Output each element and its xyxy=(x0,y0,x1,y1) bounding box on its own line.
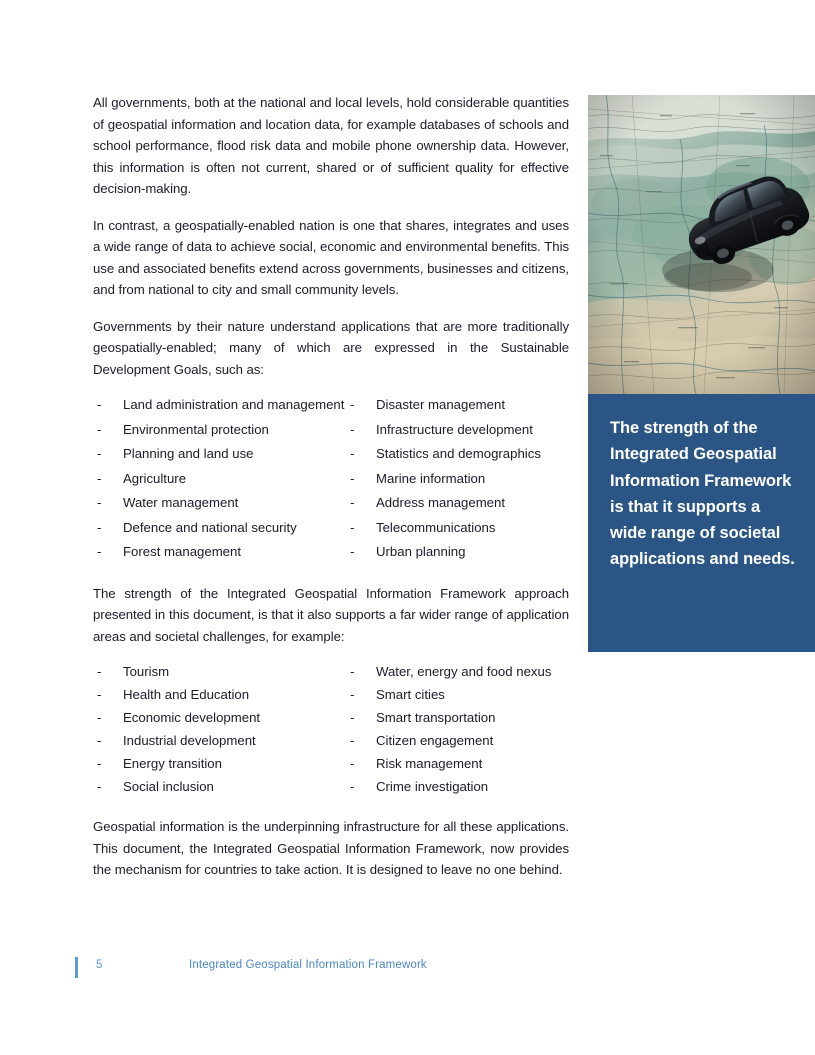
list-item xyxy=(97,444,350,464)
list-item xyxy=(97,420,350,440)
list-item xyxy=(350,420,569,440)
dash-bullet-icon: - xyxy=(97,710,102,725)
dash-bullet-icon: - xyxy=(350,733,355,748)
dash-bullet-icon: - xyxy=(350,710,355,725)
paragraph-intro-governments: All governments, both at the national and local levels, hold considerable quantities of geospatial information and location data, for example databases of schools and school performance, flood risk data and mobile phone ownership data. However, this information is often not current, shared or of sufficient quality for effective decision-making. xyxy=(93,95,569,196)
application-list-traditional xyxy=(93,395,569,567)
footer-document-title: Integrated Geospatial Information Framework xyxy=(189,959,427,971)
list-item-label: Crime investigation xyxy=(376,779,489,794)
list-item-label: Risk management xyxy=(376,756,483,771)
paragraph-framework-strength: The strength of the Integrated Geospatial Information Framework approach presented in this document, is that it also supports a far wider range of application areas and societal challenges, for example: xyxy=(93,585,569,644)
dash-bullet-icon: - xyxy=(97,756,102,771)
dash-bullet-icon: - xyxy=(350,397,355,412)
application-list-traditional-left-column xyxy=(93,395,350,567)
paragraph-closing-leave-no-one-behind: Geospatial information is the underpinning infrastructure for all these applications. This document, the Integrated Geospatial Information Framework, now provides the mechanism for countries to take action. It is designed to leave no one behind. xyxy=(93,819,569,877)
list-item-label: Energy transition xyxy=(123,756,222,771)
list-item xyxy=(350,395,569,415)
list-item xyxy=(97,662,350,682)
paragraph-sdg-lead-in: Governments by their nature understand applications that are more traditionally geospatially-enabled; many of which are expressed in the Sustainable Development Goals, such as: xyxy=(93,318,569,377)
list-item xyxy=(97,518,350,538)
pull-quote-text: The strength of the Integrated Geospatial Information Framework is that it supports a wide range of societal applications and needs. xyxy=(610,419,795,569)
dash-bullet-icon: - xyxy=(350,687,355,702)
list-item xyxy=(97,542,350,562)
dash-bullet-icon: - xyxy=(350,544,355,559)
toy-car-on-map-photo xyxy=(588,95,815,394)
list-item-label: Industrial development xyxy=(123,733,256,748)
list-item xyxy=(350,685,569,705)
list-item xyxy=(350,469,569,489)
dash-bullet-icon: - xyxy=(350,495,355,510)
paragraph-geospatially-enabled-nation: In contrast, a geospatially-enabled nation is one that shares, integrates and uses a wide range of data to achieve social, economic and environmental benefits. This use and associated benefits extend across governments, businesses and citizens, and from national to city and small community levels. xyxy=(93,217,569,297)
list-item-label: Marine information xyxy=(376,470,486,486)
list-item xyxy=(97,395,350,415)
list-item xyxy=(350,518,569,538)
footer-accent-bar xyxy=(75,957,78,978)
dash-bullet-icon: - xyxy=(97,446,102,461)
application-list-wider xyxy=(93,662,569,800)
application-list-traditional-right-column xyxy=(350,395,569,567)
page-footer xyxy=(75,955,575,981)
page-number: 5 xyxy=(96,959,103,971)
list-item-label: Tourism xyxy=(123,664,170,679)
list-item-label: Health and Education xyxy=(123,687,250,702)
list-item-label: Disaster management xyxy=(376,397,506,412)
list-item xyxy=(97,469,350,489)
dash-bullet-icon: - xyxy=(97,421,102,437)
list-item-label: Citizen engagement xyxy=(376,733,494,748)
list-item-label: Forest management xyxy=(123,544,242,559)
list-item xyxy=(97,685,350,705)
dash-bullet-icon: - xyxy=(350,756,355,771)
list-item xyxy=(97,708,350,728)
dash-bullet-icon: - xyxy=(97,519,102,535)
dash-bullet-icon: - xyxy=(97,397,102,412)
list-item-label: Defence and national security xyxy=(123,519,297,535)
dash-bullet-icon: - xyxy=(350,519,355,535)
dash-bullet-icon: - xyxy=(97,733,102,748)
list-item-label: Environmental protection xyxy=(123,421,269,437)
dash-bullet-icon: - xyxy=(97,779,102,794)
list-item xyxy=(97,777,350,797)
list-item-label: Water, energy and food nexus xyxy=(376,664,552,679)
dash-bullet-icon: - xyxy=(350,421,355,437)
application-list-wider-left-column xyxy=(93,662,350,800)
list-item xyxy=(350,754,569,774)
list-item xyxy=(350,444,569,464)
dash-bullet-icon: - xyxy=(97,470,102,486)
list-item xyxy=(350,708,569,728)
list-item xyxy=(97,731,350,751)
list-item-label: Address management xyxy=(376,495,506,510)
list-item xyxy=(350,662,569,682)
list-item-label: Smart transportation xyxy=(376,710,496,725)
application-list-wider-right-column xyxy=(350,662,569,800)
list-item-label: Economic development xyxy=(123,710,261,725)
list-item-label: Infrastructure development xyxy=(376,421,533,437)
list-item xyxy=(97,754,350,774)
list-item-label: Urban planning xyxy=(376,544,466,559)
dash-bullet-icon: - xyxy=(97,664,102,679)
list-item-label: Smart cities xyxy=(376,687,445,702)
list-item-label: Land administration and management xyxy=(123,397,345,412)
dash-bullet-icon: - xyxy=(97,495,102,510)
list-item xyxy=(97,493,350,513)
list-item-label: Agriculture xyxy=(123,470,187,486)
list-item-label: Planning and land use xyxy=(123,446,254,461)
list-item-label: Social inclusion xyxy=(123,779,214,794)
pull-quote-panel xyxy=(588,394,815,652)
list-item-label: Statistics and demographics xyxy=(376,446,541,461)
list-item-label: Telecommunications xyxy=(376,519,496,535)
list-item xyxy=(350,731,569,751)
main-text-column xyxy=(93,92,569,881)
dash-bullet-icon: - xyxy=(350,664,355,679)
list-item-label: Water management xyxy=(123,495,239,510)
dash-bullet-icon: - xyxy=(97,544,102,559)
dash-bullet-icon: - xyxy=(350,779,355,794)
dash-bullet-icon: - xyxy=(350,446,355,461)
dash-bullet-icon: - xyxy=(97,687,102,702)
dash-bullet-icon: - xyxy=(350,470,355,486)
list-item xyxy=(350,777,569,797)
list-item xyxy=(350,493,569,513)
list-item xyxy=(350,542,569,562)
